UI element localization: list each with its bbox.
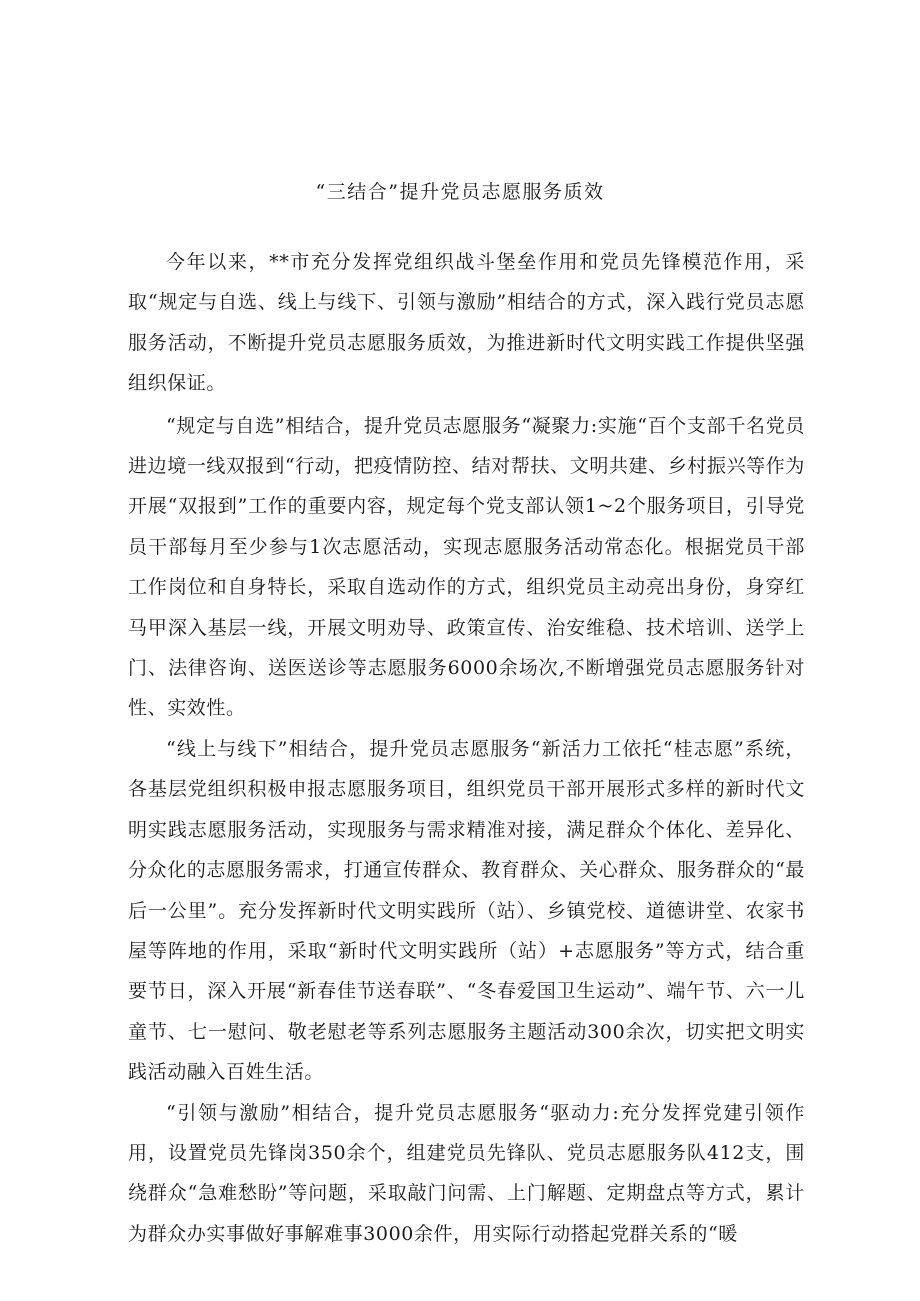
paragraph-guidance-and-incentive: “引领与激励”相结合，提升党员志愿服务“驱动力:充分发挥党建引领作用，设置党员先锋岗350余个，组建党员先锋队、党员志愿服务队412支，围绕群众“急难愁盼”等问题，采取敲门问需、上门解题、定期盘点等方式，累计为群众办实事做好事解难事3000余件，用实际行动搭起党群关系的“暖 [128, 1101, 805, 1245]
document-title: “三结合”提升党员志愿服务质效 [315, 181, 605, 203]
document-body [128, 242, 805, 1254]
paragraph-online-and-offline: “线上与线下”相结合，提升党员志愿服务“新活力工依托“桂志愿”系统，各基层党组织积极申报志愿服务项目，组织党员干部开展形式多样的新时代文明实践志愿服务活动，实现服务与需求精准对接，满足群众个体化、差异化、分众化的志愿服务需求，打通宣传群众、教育群众、关心群众、服务群众的“最后一公里”。充分发挥新时代文明实践所（站）、乡镇党校、道德讲堂、农家书屋等阵地的作用，采取“新时代文明实践所（站）+志愿服务”等方式，结合重要节日，深入开展“新春佳节送春联”、“冬春爱国卫生运动”、端午节、六一儿童节、七一慰问、敬老慰老等系列志愿服务主题活动300余次，切实把文明实践活动融入百姓生活。 [128, 737, 805, 1084]
paragraph-regulated-and-optional: “规定与自选”相结合，提升党员志愿服务“凝聚力:实施“百个支部千名党员进边境一线双报到“行动，把疫情防控、结对帮扶、文明共建、乡村振兴等作为开展“双报到”工作的重要内容，规定每个党支部认领1~2个服务项目，引导党员干部每月至少参与1次志愿活动，实现志愿服务活动常态化。根据党员干部工作岗位和自身特长，采取自选动作的方式，组织党员主动亮出身份，身穿红马甲深入基层一线，开展文明劝导、政策宣传、治安维稳、技术培训、送学上门、法律咨询、送医送诊等志愿服务6000余场次,不断增强党员志愿服务针对性、实效性。 [128, 414, 805, 720]
paragraph-intro: 今年以来，**市充分发挥党组织战斗堡垒作用和党员先锋模范作用，采取“规定与自选、线上与线下、引领与激励”相结合的方式，深入践行党员志愿服务活动，不断提升党员志愿服务质效，为推进新时代文明实践工作提供坚强组织保证。 [128, 251, 805, 395]
